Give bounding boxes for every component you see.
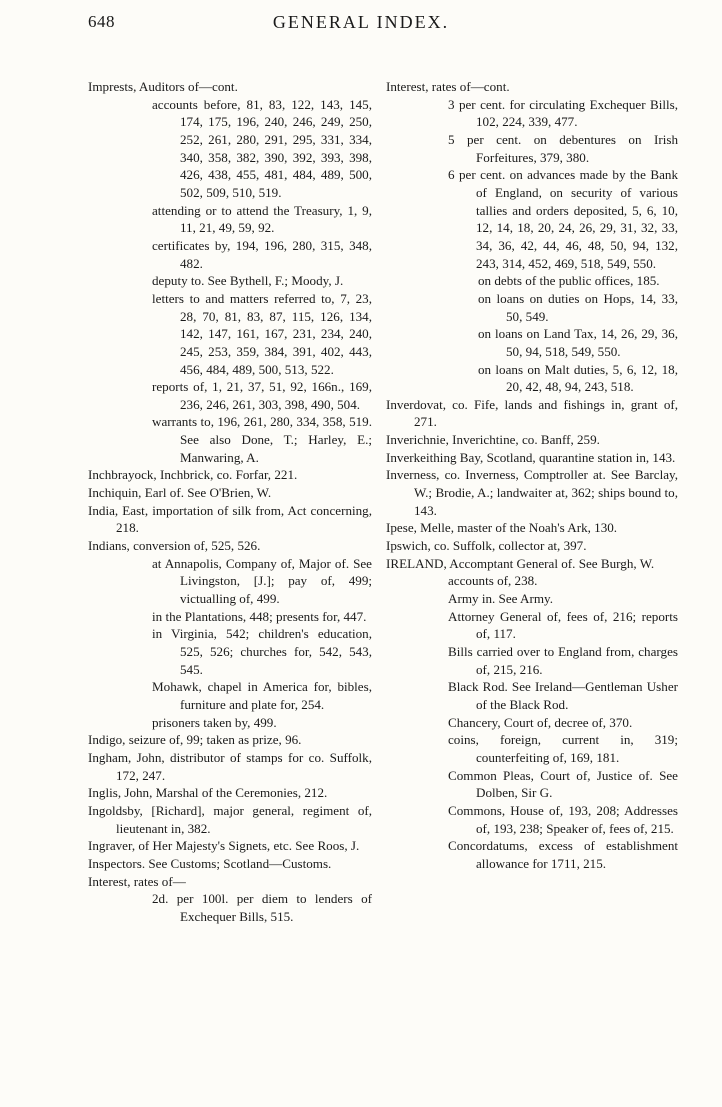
index-subentry: coins, foreign, current in, 319; counterfeiting of, 169, 181. [448, 732, 678, 765]
index-entry: Ingoldsby, [Richard], major general, regiment of, lieutenant in, 382. [88, 802, 372, 836]
index-entry: India, East, importation of silk from, Act concerning, 218. [88, 502, 372, 536]
index-entry: Inverness, co. Inverness, Comptroller at. See Barclay, W.; Brodie, A.; landwaiter at, 362; ships bound to, 143. [386, 467, 678, 518]
index-entry: Ipswich, co. Suffolk, collector at, 397. [386, 538, 587, 554]
index-subentry: 3 per cent. for circulating Exchequer Bills, 102, 224, 339, 477. [448, 96, 678, 130]
index-entry: Ipese, Melle, master of the Noah's Ark, 130. [386, 520, 618, 536]
index-entry: Inspectors. See Customs; Scotland—Customs. [88, 855, 332, 871]
index-subentry: at Annapolis, Company of, Major of. See Livingston, [J.]; pay of, 499; victualling of, 499. [152, 555, 372, 607]
index-subentry: on debts of the public offices, 185. [478, 273, 660, 289]
index-subentry: on loans on duties on Hops, 14, 33, 50, 549. [478, 290, 678, 324]
index-entry: Indigo, seizure of, 99; taken as prize, 96. [88, 732, 302, 748]
index-entry: Ingham, John, distributor of stamps for co. Suffolk, 172, 247. [88, 749, 372, 783]
index-entry: Inverkeithing Bay, Scotland, quarantine station in, 143. [386, 449, 676, 465]
index-entry: Inchiquin, Earl of. See O'Brien, W. [88, 485, 272, 501]
index-subentry: Commons, House of, 193, 208; Addresses of, 193, 238; Speaker of, fees of, 215. [448, 802, 678, 836]
index-subentry: in Virginia, 542; children's education, 525, 526; churches for, 542, 543, 545. [152, 626, 372, 677]
index-column-right [386, 78, 678, 873]
index-subentry: on loans on Land Tax, 14, 26, 29, 36, 50, 94, 518, 549, 550. [478, 326, 678, 359]
index-entry: Inglis, John, Marshal of the Ceremonies, 212. [88, 785, 328, 801]
index-entry: Inverichnie, Inverichtine, co. Banff, 259. [386, 432, 600, 448]
index-subentry: letters to and matters referred to, 7, 23, 28, 70, 81, 83, 87, 115, 126, 134, 142, 147, 161, 167, 231, 234, 240, 245, 253, 359, 384, 391, 402, 443, 456, 484, 489, 500, 513, 522. [152, 290, 372, 377]
index-entry: Indians, conversion of, 525, 526. [88, 538, 261, 554]
index-column-left [88, 78, 372, 926]
index-subentry: 6 per cent. on advances made by the Bank of England, on security of various tallies and orders deposited, 5, 6, 10, 12, 14, 18, 20, 24, 26, 29, 31, 32, 33, 34, 36, 42, 44, 46, 48, 50, 94, 132, 243, 314, 452, 469, 518, 549, 550. [448, 167, 678, 271]
running-head: GENERAL INDEX. [272, 12, 450, 32]
index-subentry: on loans on Malt duties, 5, 6, 12, 18, 20, 42, 48, 94, 243, 518. [478, 361, 678, 395]
index-subentry: accounts before, 81, 83, 122, 143, 145, 174, 175, 196, 240, 246, 249, 250, 252, 261, 280, 291, 295, 331, 334, 340, 358, 382, 390, 392, 393, 398, 426, 438, 455, 481, 484, 489, 500, 502, 509, 510, 519. [152, 96, 372, 200]
index-entry: Ingraver, of Her Majesty's Signets, etc. See Roos, J. [88, 838, 360, 854]
index-subentry: prisoners taken by, 499. [152, 714, 277, 730]
index-entry: Imprests, Auditors of—cont. [88, 79, 238, 94]
index-subentry: Army in. See Army. [448, 591, 553, 607]
index-subentry: Mohawk, chapel in America for, bibles, furniture and plate for, 254. [152, 679, 372, 712]
index-entry: IRELAND, Accomptant General of. See Burgh, W. [386, 555, 655, 571]
index-entry: Inchbrayock, Inchbrick, co. Forfar, 221. [88, 467, 298, 483]
index-subentry: Common Pleas, Court of, Justice of. See Dolben, Sir G. [448, 767, 678, 801]
index-subentry: Concordatums, excess of establishment allowance for 1711, 215. [448, 838, 678, 871]
index-subentry: 2d. per 100l. per diem to lenders of Exchequer Bills, 515. [152, 891, 372, 924]
index-subentry: attending or to attend the Treasury, 1, 9, 11, 21, 49, 59, 92. [152, 202, 372, 236]
index-subentry: Black Rod. See Ireland—Gentleman Usher of the Black Rod. [448, 679, 678, 712]
index-subentry: in the Plantations, 448; presents for, 447. [152, 608, 367, 624]
index-entry: Interest, rates of— [88, 873, 186, 889]
index-subentry: warrants to, 196, 261, 280, 334, 358, 519. See also Done, T.; Harley, E.; Manwaring, A. [152, 414, 372, 465]
index-subentry: Chancery, Court of, decree of, 370. [448, 714, 633, 730]
index-subentry: certificates by, 194, 196, 280, 315, 348, 482. [152, 237, 372, 271]
index-entry: Inverdovat, co. Fife, lands and fishings in, grant of, 271. [386, 396, 678, 430]
index-subentry: Bills carried over to England from, charges of, 215, 216. [448, 644, 678, 677]
page-number: 648 [88, 12, 115, 31]
index-subentry: reports of, 1, 21, 37, 51, 92, 166n., 169, 236, 246, 261, 303, 398, 490, 504. [152, 379, 372, 412]
index-entry: Interest, rates of—cont. [386, 79, 510, 94]
index-subentry: deputy to. See Bythell, F.; Moody, J. [152, 273, 344, 289]
index-subentry: accounts of, 238. [448, 573, 538, 589]
index-subentry: Attorney General of, fees of, 216; reports of, 117. [448, 608, 678, 642]
index-subentry: 5 per cent. on debentures on Irish Forfeitures, 379, 380. [448, 131, 678, 165]
